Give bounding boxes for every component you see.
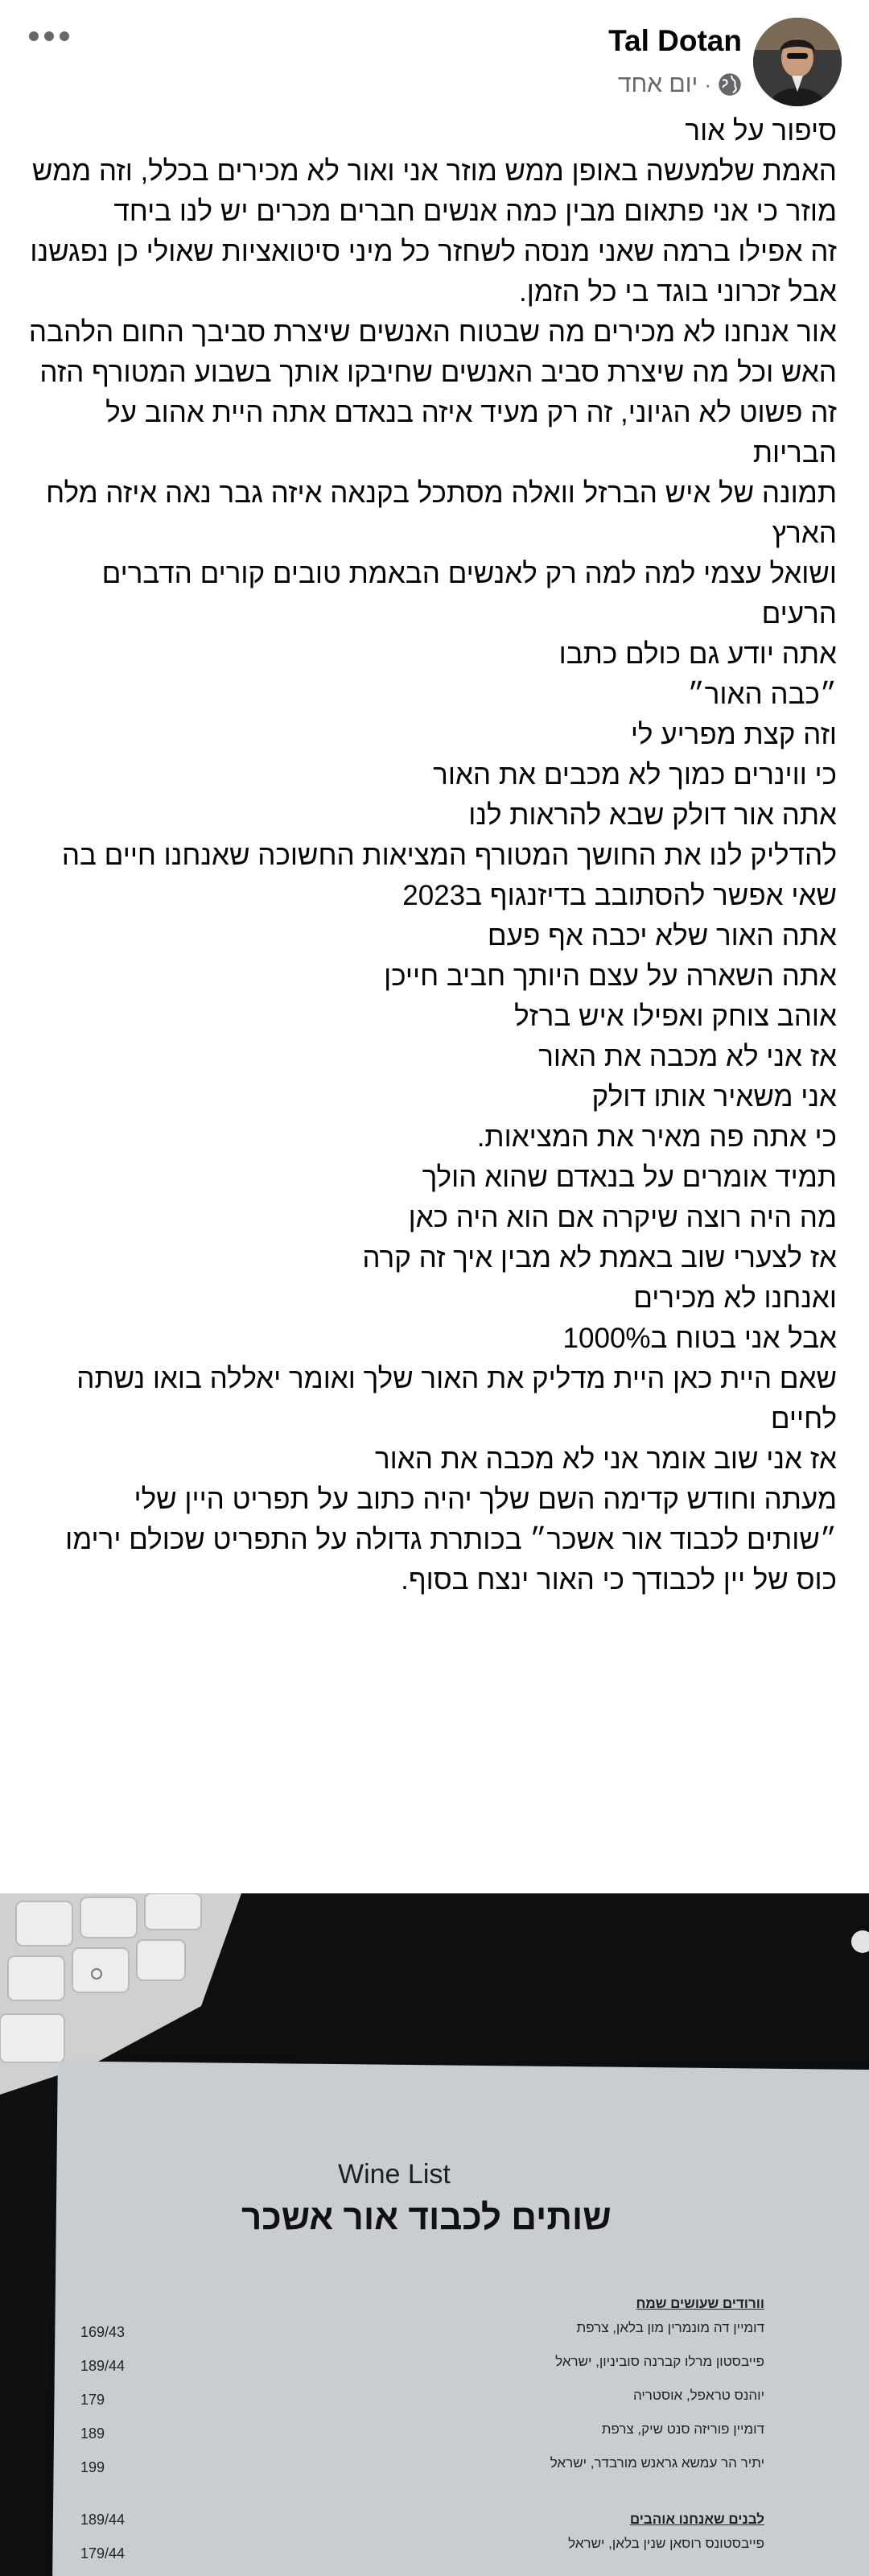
menu-section-title: וורודים שעושים שמח bbox=[636, 2296, 764, 2311]
author-name[interactable]: Tal Dotan bbox=[608, 24, 742, 57]
menu-prices-rose bbox=[80, 2324, 125, 2493]
wine-list-heading: שותים לכבוד אור אשכר bbox=[241, 2198, 612, 2237]
wine-list-title: Wine List bbox=[338, 2159, 451, 2190]
post-line: ושואל עצמי למה למה רק לאנשים הבאמת טובים קורים הדברים הרעים bbox=[101, 558, 837, 630]
menu-price: 189/44 bbox=[80, 2512, 126, 2528]
post-line: זה פשוט לא הגיוני, זה רק מעיד איזה בנאדם אתה היית אהוב על הבריות bbox=[105, 397, 837, 469]
post-line: וזה קצת מפריע לי bbox=[630, 719, 837, 750]
post-line: מה היה רוצה שיקרה אם הוא היה כאן bbox=[408, 1202, 837, 1233]
menu-prices-white bbox=[80, 2512, 125, 2576]
menu-item: פייבסטונס רוסאן שנין בלאן, ישראל bbox=[568, 2536, 764, 2551]
post-line: אתה השארה על עצם היותך חביב חייכן bbox=[384, 960, 837, 992]
post-line: שאם היית כאן היית מדליק את האור שלך ואומר יאללה בואו נשתה לחיים bbox=[76, 1363, 837, 1435]
post-photo[interactable] bbox=[0, 1893, 869, 2576]
post-line: אתה האור שלא יכבה אף פעם bbox=[487, 920, 837, 952]
post-line: שאי אפשר להסתובב בדיזנגוף ב2023 bbox=[402, 880, 837, 911]
menu-section-rose bbox=[550, 2296, 764, 2489]
menu-item: דומיין דה מונמרין מון בלאן, צרפת bbox=[576, 2320, 764, 2335]
meta-separator: · bbox=[704, 72, 711, 97]
post-line: אז לצערי שוב באמת לא מבין איך זה קרה bbox=[362, 1242, 837, 1274]
menu-item: יתיר הר עמשא גראנש מורבדר, ישראל bbox=[550, 2455, 764, 2471]
post-line: אבל אני בטוח ב1000% bbox=[562, 1323, 837, 1354]
post-line: להדליק לנו את החושך המטורף המציאות החשוכה שאנחנו חיים בה bbox=[61, 840, 837, 871]
menu-price: 189 bbox=[80, 2425, 105, 2442]
post-line: אתה אור דולק שבא להראות לנו bbox=[468, 799, 837, 831]
post-line: כי אתה פה מאיר את המציאות. bbox=[476, 1121, 837, 1153]
menu-price: 179/44 bbox=[80, 2545, 126, 2562]
post-line: ואנחנו לא מכירים bbox=[633, 1282, 837, 1314]
menu-item: יוהנס טראפל, אוסטריה bbox=[632, 2388, 764, 2403]
post-line: כי ווינרים כמוך לא מכבים את האור bbox=[433, 759, 837, 791]
post-line: האמת שלמעשה באופן ממש מוזר אני ואור לא מכירים בכלל, וזה ממש מוזר כי אני פתאום מבין כמה אנשים חברים מכרים יש לנו ביחד bbox=[31, 155, 837, 227]
menu-price: 169/43 bbox=[80, 2324, 126, 2340]
post-meta bbox=[618, 71, 742, 98]
menu-price: 189/44 bbox=[80, 2358, 126, 2374]
post-line: תמיד אומרים על בנאדם שהוא הולך bbox=[422, 1162, 837, 1193]
post-line: אוהב צוחק ואפילו איש ברזל bbox=[514, 1001, 837, 1032]
menu-section-title: לבנים שאנחנו אוהבים bbox=[629, 2512, 764, 2527]
more-horizontal-icon bbox=[29, 31, 39, 41]
post-body bbox=[24, 111, 837, 1600]
post-header bbox=[0, 0, 869, 105]
post-line: אתה יודע גם כולם כתבו bbox=[558, 638, 837, 670]
post-line: אור אנחנו לא מכירים מה שבטוח האנשים שיצרת סביבך החום הלהבה האש וכל מה שיצרת סביב האנשים שחיבקו אותך בשבוע המטורף הזה bbox=[28, 316, 837, 388]
post-line: אני משאיר אותו דולק bbox=[591, 1081, 837, 1113]
menu-item: דומיין פוריזה סנט שיק, צרפת bbox=[601, 2421, 764, 2437]
post-line: מעתה וחודש קדימה השם שלך יהיה כתוב על תפריט היין שלי bbox=[134, 1484, 837, 1515]
post-line: אז אני לא מכבה את האור bbox=[538, 1041, 837, 1072]
post-line: ״כבה האור״ bbox=[687, 679, 837, 710]
author-avatar[interactable] bbox=[753, 18, 842, 106]
post-line: ״שותים לכבוד אור אשכר״ בכותרת גדולה על התפריט שכולם ירימו כוס של יין לכבודך כי האור ינצח בסוף. bbox=[65, 1524, 837, 1596]
more-options-button[interactable] bbox=[29, 24, 77, 48]
menu-price: 179 bbox=[80, 2392, 105, 2408]
post-line: סיפור על אור bbox=[685, 115, 837, 147]
post-line: זה אפילו ברמה שאני מנסה לשחזר כל מיני סיטואציות שאולי כן נפגשנו אבל זכרוני בוגד בי כל הזמן. bbox=[30, 236, 837, 308]
avatar-photo bbox=[753, 18, 842, 106]
post-line: תמונה של איש הברזל וואלה מסתכל בקנאה איזה גבר נאה איזה מלח הארץ bbox=[46, 477, 837, 549]
menu-section-white bbox=[568, 2512, 764, 2570]
globe-icon[interactable] bbox=[718, 72, 742, 97]
post-line: אז אני שוב אומר אני לא מכבה את האור bbox=[374, 1443, 837, 1475]
menu-price: 199 bbox=[80, 2459, 105, 2475]
post-timestamp[interactable]: יום אחד bbox=[617, 71, 698, 97]
menu-item: פייבסטון מרלו קברנה סוביניון, ישראל bbox=[555, 2354, 764, 2369]
